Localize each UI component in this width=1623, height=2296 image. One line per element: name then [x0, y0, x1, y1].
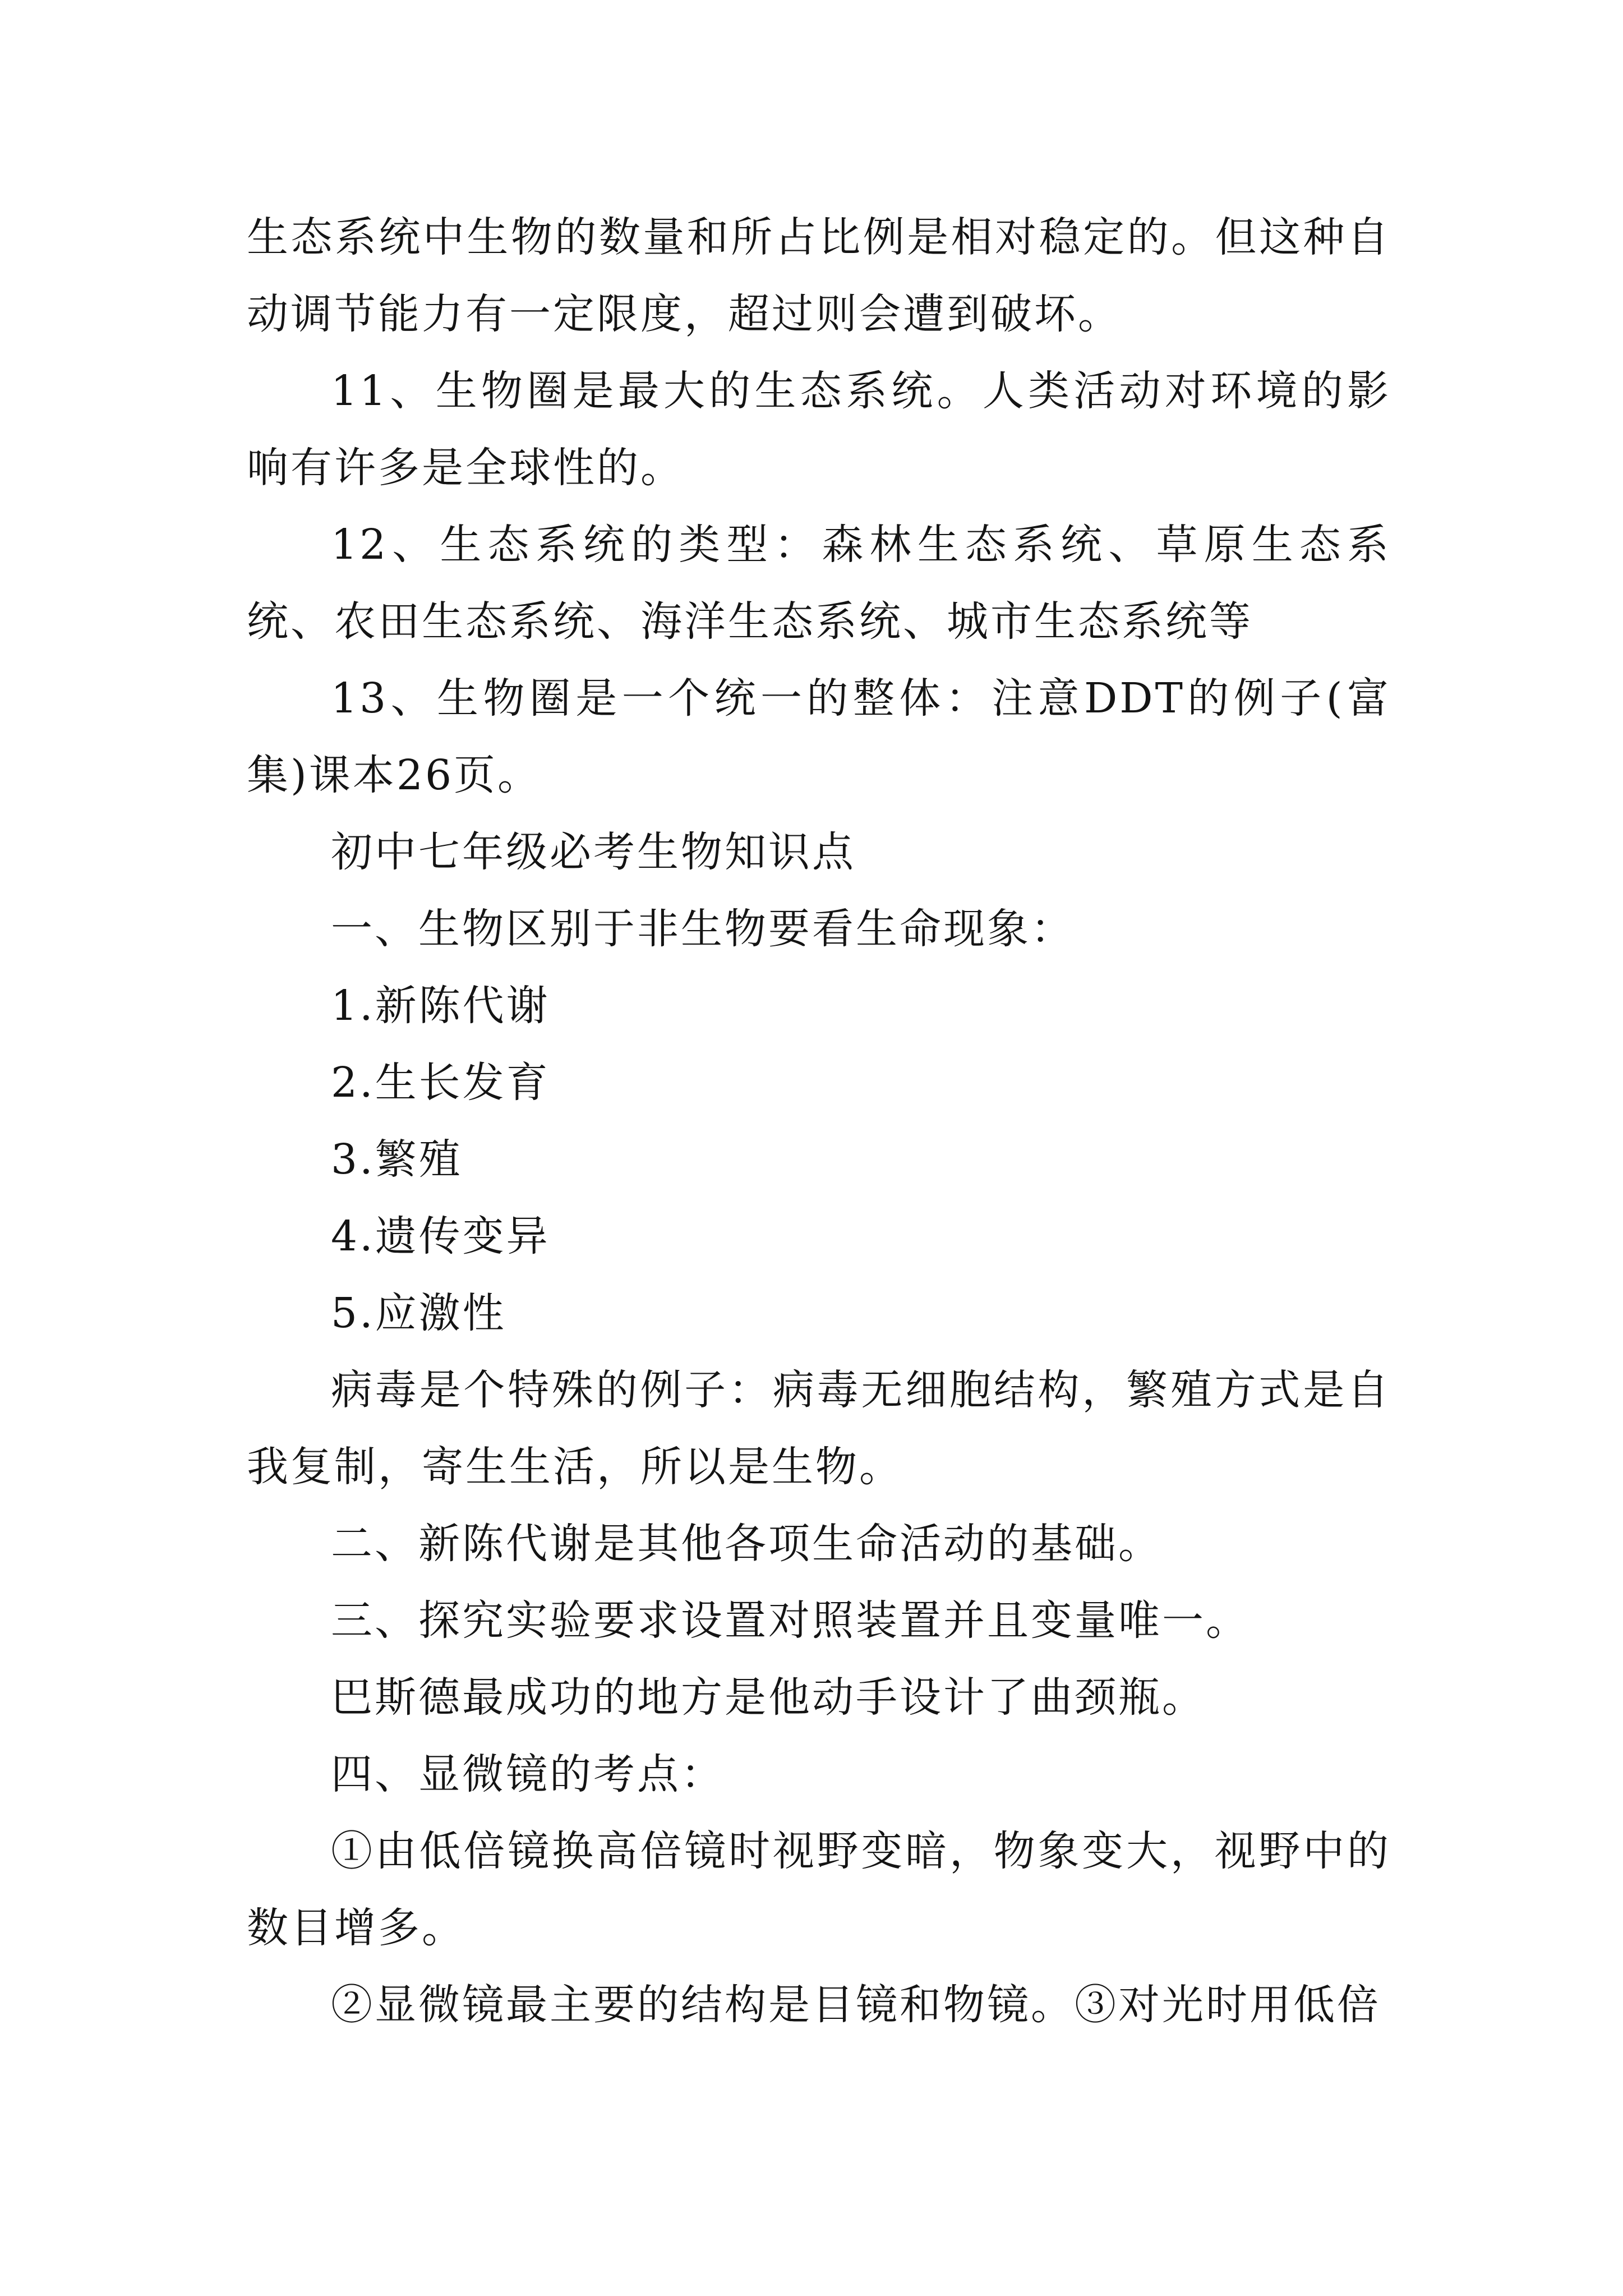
list-item-heredity: 4.遗传变异	[331, 1212, 550, 1260]
paragraph-pasteur: 巴斯德最成功的地方是他动手设计了曲颈瓶。	[331, 1673, 1206, 1722]
document-body	[247, 199, 1391, 2044]
list-item-growth: 2.生长发育	[331, 1059, 550, 1107]
paragraph-item-11: 11、生物圈是最大的生态系统。人类活动对环境的影响有许多是全球性的。	[247, 367, 1391, 492]
paragraph-point-4: 四、显微镜的考点：	[331, 1750, 725, 1798]
paragraph-microscope-1: ①由低倍镜换高倍镜时视野变暗，物象变大，视野中的数目增多。	[247, 1827, 1391, 1952]
paragraph-point-2: 二、新陈代谢是其他各项生命活动的基础。	[331, 1520, 1162, 1568]
list-item-metabolism: 1.新陈代谢	[331, 982, 550, 1030]
section-heading: 初中七年级必考生物知识点	[331, 828, 856, 876]
list-item-irritability: 5.应激性	[331, 1289, 506, 1337]
paragraph-point-1: 一、生物区别于非生物要看生命现象：	[331, 905, 1075, 953]
paragraph-item-13: 13、生物圈是一个统一的整体：注意DDT的例子(富集)课本26页。	[247, 674, 1391, 799]
paragraph-point-3: 三、探究实验要求设置对照装置并且变量唯一。	[331, 1596, 1249, 1645]
paragraph-virus: 病毒是个特殊的例子：病毒无细胞结构，繁殖方式是自我复制，寄生生活，所以是生物。	[247, 1366, 1391, 1491]
list-item-reproduction: 3.繁殖	[331, 1135, 463, 1184]
paragraph-ecosystem-stability: 生态系统中生物的数量和所占比例是相对稳定的。但这种自动调节能力有一定限度，超过则会遭到破坏。	[247, 213, 1391, 338]
paragraph-microscope-2: ②显微镜最主要的结构是目镜和物镜。③对光时用低倍	[331, 1981, 1381, 2029]
paragraph-item-12: 12、生态系统的类型：森林生态系统、草原生态系统、农田生态系统、海洋生态系统、城市生态系统等	[247, 521, 1391, 646]
